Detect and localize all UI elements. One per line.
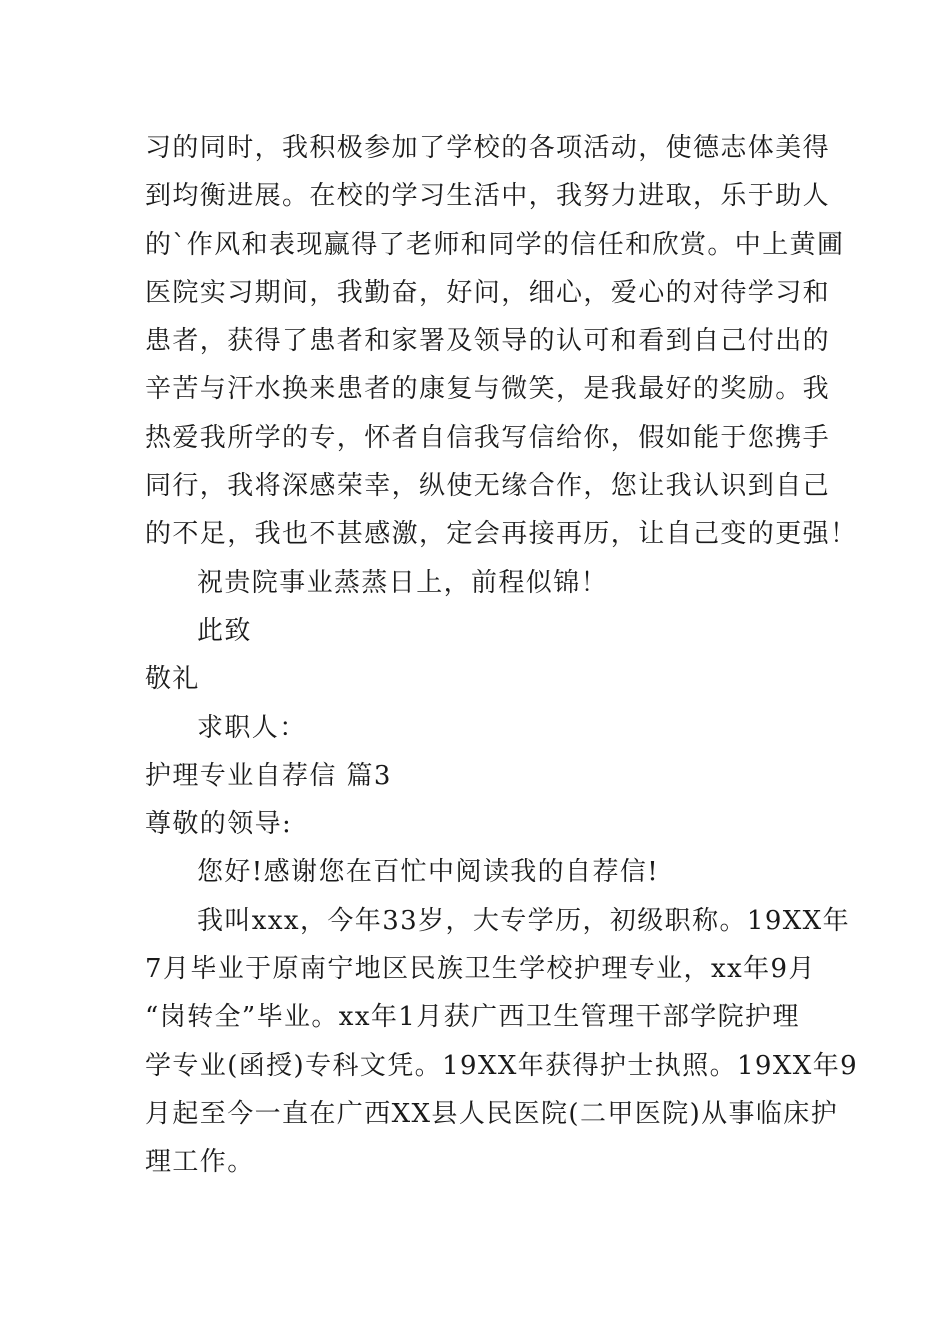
text-line: 习的同时，我积极参加了学校的各项活动，使德志体美得 [145, 133, 831, 163]
signature-label: 求职人： [197, 712, 307, 743]
text-line: 学专业(函授)专科文凭。19XX年获得护士执照。19XX年9 [145, 1050, 859, 1081]
text-line: “岗转全”毕业。xx年1月获广西卫生管理干部学院护理 [145, 1002, 800, 1033]
document-body [145, 124, 859, 1187]
closing-wish: 祝贵院事业蒸蒸日上，前程似锦！ [197, 567, 609, 598]
text-line: 月起至今一直在广西XX县人民医院(二甲医院)从事临床护 [145, 1098, 839, 1129]
section-heading: 护理专业自荐信 篇3 [145, 760, 392, 791]
text-line: 理工作。 [145, 1147, 255, 1178]
salutation-regards: 敬礼 [145, 664, 200, 695]
text-line: 热爱我所学的专，怀者自信我写信给你，假如能于您携手 [145, 422, 831, 453]
text-line: 7月毕业于原南宁地区民族卫生学校护理专业，xx年9月 [145, 954, 816, 985]
opening-line: 您好!感谢您在百忙中阅读我的自荐信! [197, 857, 660, 888]
text-line: 我叫xxx，今年33岁，大专学历，初级职称。19XX年 [197, 905, 850, 936]
greeting: 尊敬的领导: [145, 809, 293, 840]
salutation-close: 此致 [197, 615, 252, 646]
text-line: 的不足，我也不甚感激，定会再接再历，让自己变的更强！ [145, 519, 858, 550]
text-line: 辛苦与汗水换来患者的康复与微笑，是我最好的奖励。我 [145, 374, 831, 405]
text-line: 患者，获得了患者和家署及领导的认可和看到自己付出的 [145, 326, 831, 357]
text-line: 同行，我将深感荣幸，纵使无缘合作，您让我认识到自己 [145, 471, 831, 502]
text-line: 的`作风和表现赢得了老师和同学的信任和欣赏。中上黄圃 [145, 229, 845, 260]
text-line: 医院实习期间，我勤奋，好问，细心，爱心的对待学习和 [145, 277, 831, 308]
text-line: 到均衡进展。在校的学习生活中，我努力进取，乐于助人 [145, 181, 831, 212]
